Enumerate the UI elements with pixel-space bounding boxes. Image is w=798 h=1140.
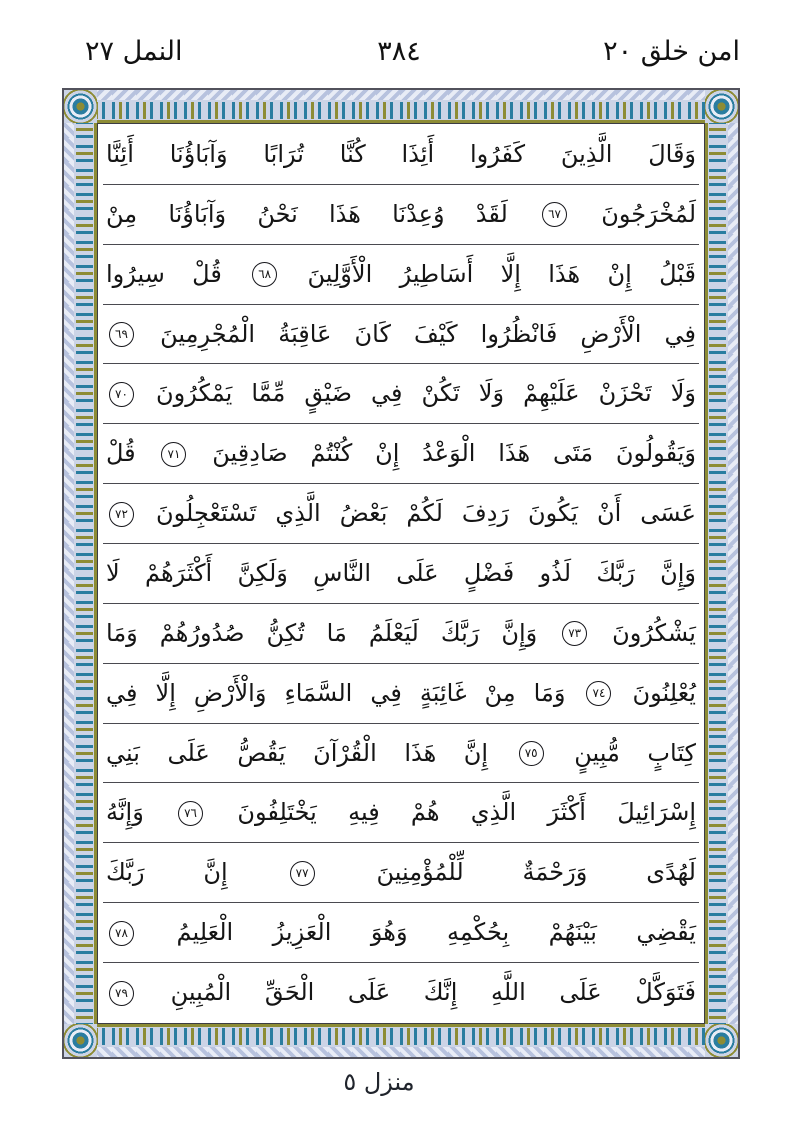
mushaf-line <box>103 544 699 604</box>
verse-end-marker: ٧٨ <box>109 921 134 946</box>
verse-end-marker: ٧٤ <box>586 681 611 706</box>
ayah-text: يُعْلِنُونَ <box>632 678 696 707</box>
ayah-text: وَإِنَّهُ <box>106 798 144 827</box>
ayah-text: إِنَّ رَبَّكَ <box>106 858 228 887</box>
ayah-text: يَشْكُرُونَ <box>612 618 696 647</box>
ayah-text: لَقَدْ وُعِدْنَا هَذَا نَحْنُ وَآبَاؤُنَا مِنْ <box>106 199 508 228</box>
mushaf-line <box>103 305 699 365</box>
border-ornament-right <box>705 90 738 1057</box>
verse-end-marker: ٧٥ <box>519 741 544 766</box>
ayah-text: وَمَا مِنْ غَائِبَةٍ فِي السَّمَاءِ وَالْأَرْضِ إِلَّا فِي <box>106 678 566 707</box>
mushaf-line <box>103 783 699 843</box>
juz-label: امن خلق ٢٠ <box>603 36 740 67</box>
ayah-text: يَقْضِي بَيْنَهُمْ بِحُكْمِهِ وَهُوَ الْعَزِيزُ الْعَلِيمُ <box>176 918 696 947</box>
verse-end-marker: ٧٩ <box>109 981 134 1006</box>
ayah-text: قَبْلُ إِنْ هَذَا إِلَّا أَسَاطِيرُ الْأَوَّلِينَ <box>307 259 696 288</box>
ayah-text: قُلْ <box>106 439 136 468</box>
ayah-text: وَإِنَّ رَبَّكَ لَذُو فَضْلٍ عَلَى النَّاسِ وَلَكِنَّ أَكْثَرَهُمْ لَا <box>106 559 696 588</box>
corner-rosette-icon <box>64 1024 97 1057</box>
verse-end-marker: ٧١ <box>161 442 186 467</box>
ayah-text: وَلَا تَحْزَنْ عَلَيْهِمْ وَلَا تَكُنْ فِي ضَيْقٍ مِّمَّا يَمْكُرُونَ <box>156 379 696 408</box>
mushaf-line <box>103 604 699 664</box>
ornamental-frame <box>62 88 740 1059</box>
mushaf-line <box>103 185 699 245</box>
text-panel <box>97 123 705 1024</box>
ayah-text: وَإِنَّ رَبَّكَ لَيَعْلَمُ مَا تُكِنُّ صُدُورُهُمْ وَمَا <box>106 618 538 647</box>
border-ornament-left <box>64 90 97 1057</box>
surah-title-label: النمل ٢٧ <box>85 36 183 67</box>
ayah-text: وَقَالَ الَّذِينَ كَفَرُوا أَئِذَا كُنَّا تُرَابًا وَآبَاؤُنَا أَئِنَّا <box>106 140 696 168</box>
ayah-text: وَيَقُولُونَ مَتَى هَذَا الْوَعْدُ إِنْ كُنْتُمْ صَادِقِينَ <box>212 439 696 468</box>
corner-rosette-icon <box>705 1024 738 1057</box>
mushaf-line <box>103 664 699 724</box>
ayah-text: إِنَّ هَذَا الْقُرْآنَ يَقُصُّ عَلَى بَنِي <box>106 738 489 767</box>
ayah-text: فِي الْأَرْضِ فَانْظُرُوا كَيْفَ كَانَ عَاقِبَةُ الْمُجْرِمِينَ <box>160 319 696 348</box>
ayah-text: عَسَى أَنْ يَكُونَ رَدِفَ لَكُمْ بَعْضُ الَّذِي تَسْتَعْجِلُونَ <box>156 499 696 528</box>
corner-rosette-icon <box>705 90 738 123</box>
ayah-text: لَمُخْرَجُونَ <box>601 199 697 228</box>
verse-end-marker: ٧٢ <box>109 502 134 527</box>
ayah-text: إِسْرَائِيلَ أَكْثَرَ الَّذِي هُمْ فِيهِ يَخْتَلِفُونَ <box>237 798 696 827</box>
mushaf-line <box>103 963 699 1022</box>
manzil-catchword: منزل ٥ <box>343 1068 415 1096</box>
running-header <box>0 36 798 76</box>
text-area <box>103 125 699 1022</box>
mushaf-line <box>103 724 699 784</box>
ayah-text: قُلْ سِيرُوا <box>106 259 222 288</box>
border-ornament-bottom <box>64 1024 738 1057</box>
mushaf-line <box>103 125 699 185</box>
ayah-text: كِتَابٍ مُّبِينٍ <box>574 738 696 767</box>
verse-end-marker: ٧٦ <box>178 801 203 826</box>
page-number: ٣٨٤ <box>377 36 421 67</box>
verse-end-marker: ٦٨ <box>252 262 277 287</box>
corner-rosette-icon <box>64 90 97 123</box>
mushaf-line <box>103 424 699 484</box>
verse-end-marker: ٧٧ <box>290 861 315 886</box>
ayah-text: فَتَوَكَّلْ عَلَى اللَّهِ إِنَّكَ عَلَى الْحَقِّ الْمُبِينِ <box>170 978 696 1007</box>
verse-end-marker: ٧٠ <box>109 382 134 407</box>
verse-end-marker: ٦٧ <box>542 202 567 227</box>
mushaf-line <box>103 843 699 903</box>
mushaf-line <box>103 364 699 424</box>
verse-end-marker: ٦٩ <box>109 322 134 347</box>
mushaf-line <box>103 484 699 544</box>
verse-end-marker: ٧٣ <box>562 621 587 646</box>
ayah-text: لَهُدًى وَرَحْمَةٌ لِّلْمُؤْمِنِينَ <box>376 858 696 887</box>
mushaf-line <box>103 245 699 305</box>
border-ornament-top <box>64 90 738 123</box>
mushaf-line <box>103 903 699 963</box>
